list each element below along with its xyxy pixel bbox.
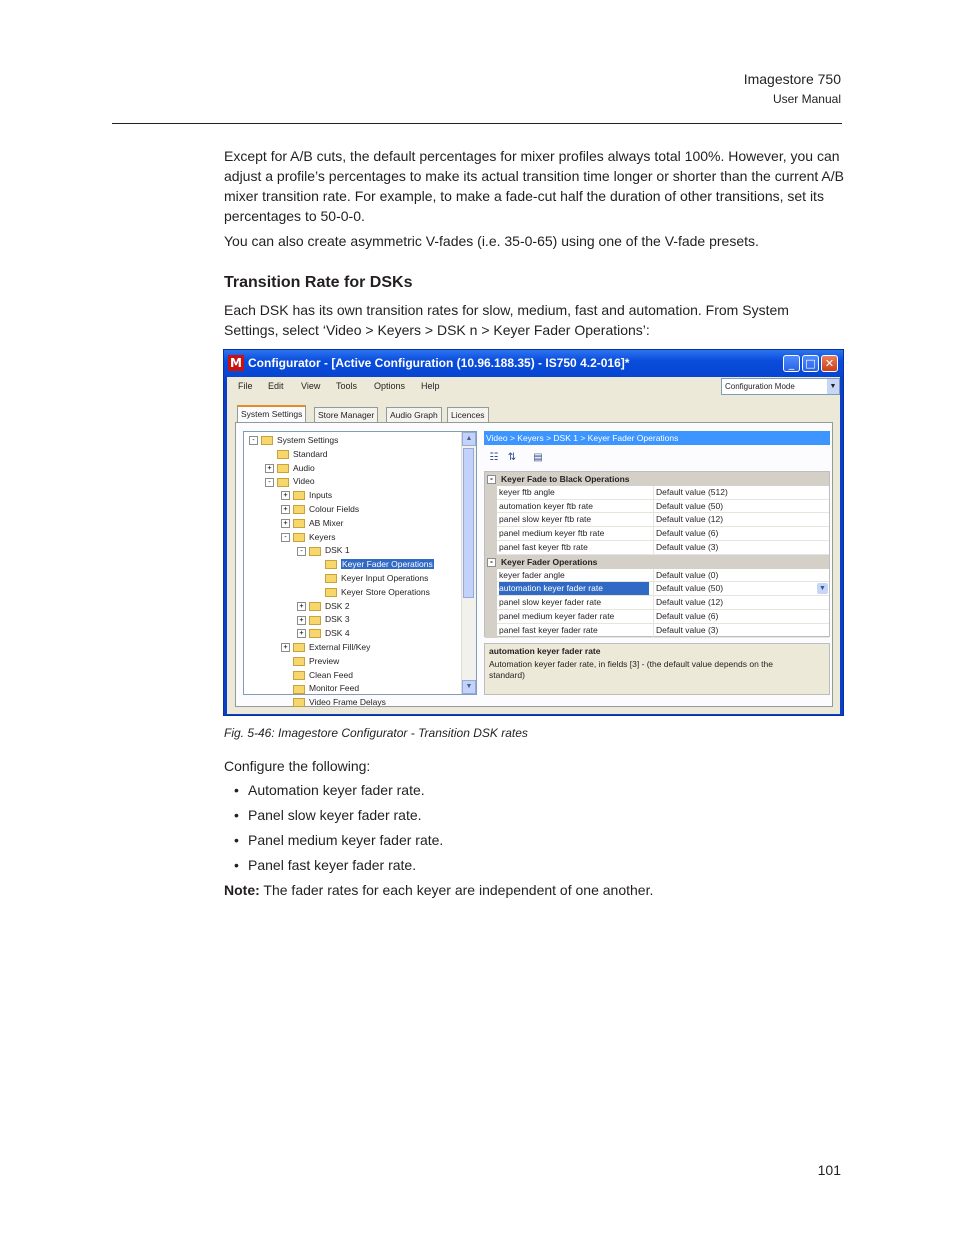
property-name: keyer ftb angle — [499, 486, 555, 497]
description-panel — [484, 643, 830, 695]
tree-item[interactable] — [297, 544, 350, 557]
tree-item[interactable] — [281, 696, 386, 709]
tree-item-label: Preview — [309, 655, 340, 666]
description-title: automation keyer fader rate — [489, 646, 601, 656]
property-value[interactable]: Default value (512) — [653, 486, 829, 499]
property-value[interactable]: Default value (50) — [653, 500, 829, 513]
folder-icon — [325, 588, 337, 597]
property-value[interactable]: Default value (50) — [653, 582, 829, 595]
tree-item[interactable] — [297, 627, 350, 640]
folder-icon — [293, 657, 305, 666]
property-row[interactable] — [497, 500, 829, 514]
property-value[interactable]: Default value (3) — [653, 541, 829, 554]
tree-item[interactable] — [265, 462, 315, 475]
folder-icon — [325, 560, 337, 569]
tree-item-label: Keyer Store Operations — [341, 586, 430, 597]
property-value[interactable]: Default value (0) — [653, 569, 829, 582]
list-item: • Panel fast keyer fader rate. — [234, 855, 443, 880]
window-client — [227, 377, 840, 714]
property-row[interactable] — [497, 513, 829, 527]
folder-icon — [309, 547, 321, 556]
property-value[interactable]: Default value (12) — [653, 513, 829, 526]
note-text: The fader rates for each keyer are independent of one another. — [259, 882, 654, 898]
header-title: Imagestore 750 — [743, 71, 841, 87]
tree-item-label: External Fill/Key — [309, 642, 371, 652]
folder-icon — [325, 574, 337, 583]
tree-item[interactable] — [249, 434, 338, 447]
tab-licences[interactable]: Licences — [447, 407, 489, 422]
paragraph-dsk-rates: Each DSK has its own transition rates for slow, medium, fast and automation. From System Settings, select ‘Video > Keyers > DSK n > Keyer Fader Operations’: — [224, 302, 789, 338]
expand-icon[interactable]: + — [297, 616, 306, 625]
menu-bar — [227, 377, 840, 397]
tree-item-label: AB Mixer — [309, 517, 344, 528]
property-name: keyer fader angle — [499, 569, 565, 580]
tree-item-label: DSK 1 — [325, 545, 350, 556]
tree-item-label: Keyers — [309, 531, 336, 542]
tab-audio-graph[interactable]: Audio Graph — [386, 407, 442, 422]
tree-item-label: Clean Feed — [309, 669, 353, 680]
tree-scrollbar[interactable] — [461, 432, 476, 694]
tree-item[interactable] — [281, 641, 370, 654]
description-text: Automation keyer fader rate, in fields [3] - (the default value depends on the standard) — [489, 659, 773, 680]
property-grid — [484, 471, 830, 637]
property-row[interactable] — [497, 486, 829, 500]
mode-combo[interactable] — [721, 378, 840, 395]
tree-item-label: DSK 3 — [325, 614, 350, 625]
property-name: panel medium keyer fader rate — [499, 611, 615, 621]
menu-view[interactable]: View — [301, 381, 321, 391]
tree-item[interactable] — [281, 655, 339, 668]
close-icon: ✕ — [824, 357, 835, 370]
property-name: panel fast keyer fader rate — [499, 624, 598, 635]
chevron-down-icon[interactable]: ▼ — [817, 583, 828, 594]
bullet-list — [234, 780, 443, 880]
page-number: 101 — [817, 1162, 841, 1178]
properties-pane — [484, 431, 830, 695]
tree-item[interactable] — [313, 586, 430, 599]
property-row[interactable] — [497, 582, 829, 596]
chevron-down-icon[interactable]: ▼ — [827, 379, 839, 394]
folder-icon — [277, 450, 289, 459]
tree-item-label: Monitor Feed — [309, 683, 360, 694]
expand-icon[interactable]: + — [281, 491, 290, 500]
tab-strip — [237, 405, 837, 423]
category-label: Keyer Fade to Black Operations — [501, 474, 630, 484]
minimize-button[interactable] — [783, 355, 800, 372]
tree-item[interactable] — [297, 600, 350, 613]
property-row[interactable] — [497, 624, 829, 638]
list-item: • Automation keyer fader rate. — [234, 780, 443, 805]
expand-icon[interactable]: + — [281, 643, 290, 652]
list-item: • Panel slow keyer fader rate. — [234, 805, 443, 830]
menu-tools[interactable]: Tools — [336, 381, 358, 391]
tab-store-manager[interactable]: Store Manager — [314, 407, 378, 422]
tree-item-label: System Settings — [277, 435, 339, 445]
section-heading: Transition Rate for DSKs — [224, 274, 413, 291]
window-title: Configurator - [Active Configuration (10.96.188.35) - IS750 4.2-016]* — [248, 356, 630, 370]
property-pages-icon[interactable]: ▤ — [533, 452, 543, 463]
tree-item[interactable] — [281, 531, 335, 544]
maximize-icon: □ — [805, 357, 816, 370]
collapse-icon[interactable]: - — [487, 558, 496, 567]
property-name: panel slow keyer fader rate — [499, 597, 602, 608]
expand-icon[interactable]: + — [265, 464, 274, 473]
scroll-up-icon[interactable]: ▲ — [462, 432, 476, 446]
tree-item[interactable] — [281, 489, 332, 502]
folder-icon — [293, 519, 305, 528]
tree-item-label: Video Frame Delays — [309, 697, 386, 708]
collapse-icon[interactable]: - — [249, 436, 258, 445]
tree-item-label: Audio — [293, 462, 315, 473]
tree-item[interactable] — [265, 448, 328, 461]
tree-item[interactable] — [313, 558, 434, 571]
folder-icon — [293, 491, 305, 500]
collapse-icon[interactable]: - — [265, 478, 274, 487]
folder-icon — [309, 616, 321, 625]
note-label: Note: — [224, 882, 260, 898]
tree-item[interactable] — [281, 682, 359, 695]
scroll-down-icon[interactable]: ▼ — [462, 680, 476, 694]
expand-icon[interactable]: + — [297, 629, 306, 638]
property-value[interactable]: Default value (3) — [653, 624, 829, 637]
expand-icon[interactable]: + — [281, 505, 290, 514]
tree-item-label: Video — [293, 476, 315, 487]
property-name: panel slow keyer ftb rate — [499, 514, 592, 525]
mode-combo-value: Configuration Mode — [725, 382, 795, 391]
menu-edit[interactable]: Edit — [268, 381, 284, 391]
folder-icon — [293, 533, 305, 542]
folder-icon — [293, 643, 305, 652]
sort-alphabetical-icon[interactable]: ⇅ — [507, 452, 517, 463]
tree-item[interactable] — [281, 517, 343, 530]
folder-icon — [309, 602, 321, 611]
tree-item[interactable] — [281, 669, 353, 682]
categorized-icon[interactable]: ☷ — [489, 452, 499, 463]
property-row[interactable] — [497, 610, 829, 624]
folder-icon — [309, 629, 321, 638]
tree-item-label: Standard — [293, 448, 328, 459]
menu-options[interactable]: Options — [374, 381, 406, 391]
collapse-icon[interactable]: - — [297, 547, 306, 556]
folder-icon — [293, 685, 305, 694]
property-value[interactable]: Default value (12) — [653, 596, 829, 609]
maximize-button[interactable] — [802, 355, 819, 372]
folder-icon — [293, 505, 305, 514]
property-row[interactable] — [497, 541, 829, 555]
property-name: automation keyer fader rate — [499, 582, 649, 595]
settings-tree[interactable] — [243, 431, 477, 708]
property-value[interactable]: Default value (6) — [653, 527, 829, 540]
app-logo-icon: M — [228, 355, 244, 371]
configure-intro: Configure the following: — [224, 758, 371, 774]
properties-toolbar — [484, 449, 830, 467]
property-row[interactable] — [497, 596, 829, 610]
expand-icon[interactable]: + — [297, 602, 306, 611]
property-row[interactable] — [497, 527, 829, 541]
folder-icon — [261, 436, 273, 445]
property-name: panel fast keyer ftb rate — [499, 542, 588, 552]
tree-item-label: Colour Fields — [309, 504, 360, 514]
collapse-icon[interactable]: - — [487, 475, 496, 484]
paragraph-mixer-profiles: Except for A/B cuts, the default percentages for mixer profiles always total 100%. However, you can adjust a profile’s percentages to make its actual transition time longer or shorter than the current A/B mixer transition rate. For example, to make a fade-cut half the duration of other transitions, set its percentages to 50-0-0. — [224, 148, 844, 224]
menu-file[interactable]: File — [238, 381, 253, 391]
folder-icon — [277, 464, 289, 473]
property-value[interactable]: Default value (6) — [653, 610, 829, 623]
list-item: • Panel medium keyer fader rate. — [234, 830, 443, 855]
folder-icon — [293, 671, 305, 680]
property-row[interactable] — [497, 569, 829, 583]
folder-icon — [277, 478, 289, 487]
expand-icon[interactable]: + — [281, 519, 290, 528]
header-rule — [112, 123, 842, 124]
close-button[interactable] — [821, 355, 838, 372]
window-titlebar — [224, 350, 843, 377]
property-category[interactable] — [485, 472, 829, 486]
menu-help[interactable]: Help — [421, 381, 440, 391]
tree-item[interactable] — [265, 475, 315, 488]
collapse-icon[interactable]: - — [281, 533, 290, 542]
property-name: automation keyer ftb rate — [499, 500, 594, 511]
tree-item[interactable] — [313, 572, 428, 585]
header-subtitle: User Manual — [772, 92, 841, 106]
path-bar: Video > Keyers > DSK 1 > Keyer Fader Operations — [484, 431, 830, 445]
tree-item-label: Inputs — [309, 490, 333, 501]
tab-system-settings[interactable]: System Settings — [237, 405, 306, 423]
tree-item-label: Keyer Input Operations — [341, 573, 429, 583]
property-name: panel medium keyer ftb rate — [499, 528, 605, 539]
tree-item-label: Keyer Fader Operations — [342, 559, 433, 570]
property-category[interactable] — [485, 555, 829, 569]
tree-item-label: DSK 4 — [325, 628, 350, 639]
tree-item[interactable] — [281, 503, 359, 516]
category-label: Keyer Fader Operations — [501, 556, 598, 567]
scroll-thumb[interactable] — [463, 448, 474, 598]
paragraph-asymmetric-vfades: You can also create asymmetric V-fades (i.e. 35-0-65) using one of the V-fade presets. — [224, 233, 759, 249]
note — [224, 880, 653, 900]
figure-caption: Fig. 5-46: Imagestore Configurator - Transition DSK rates — [224, 726, 528, 740]
tree-item[interactable] — [297, 613, 350, 626]
configurator-window-screenshot — [223, 349, 844, 716]
tab-panel — [235, 422, 833, 707]
folder-icon — [293, 698, 305, 707]
tree-item-label: DSK 2 — [325, 600, 350, 611]
minimize-icon: _ — [788, 357, 795, 370]
